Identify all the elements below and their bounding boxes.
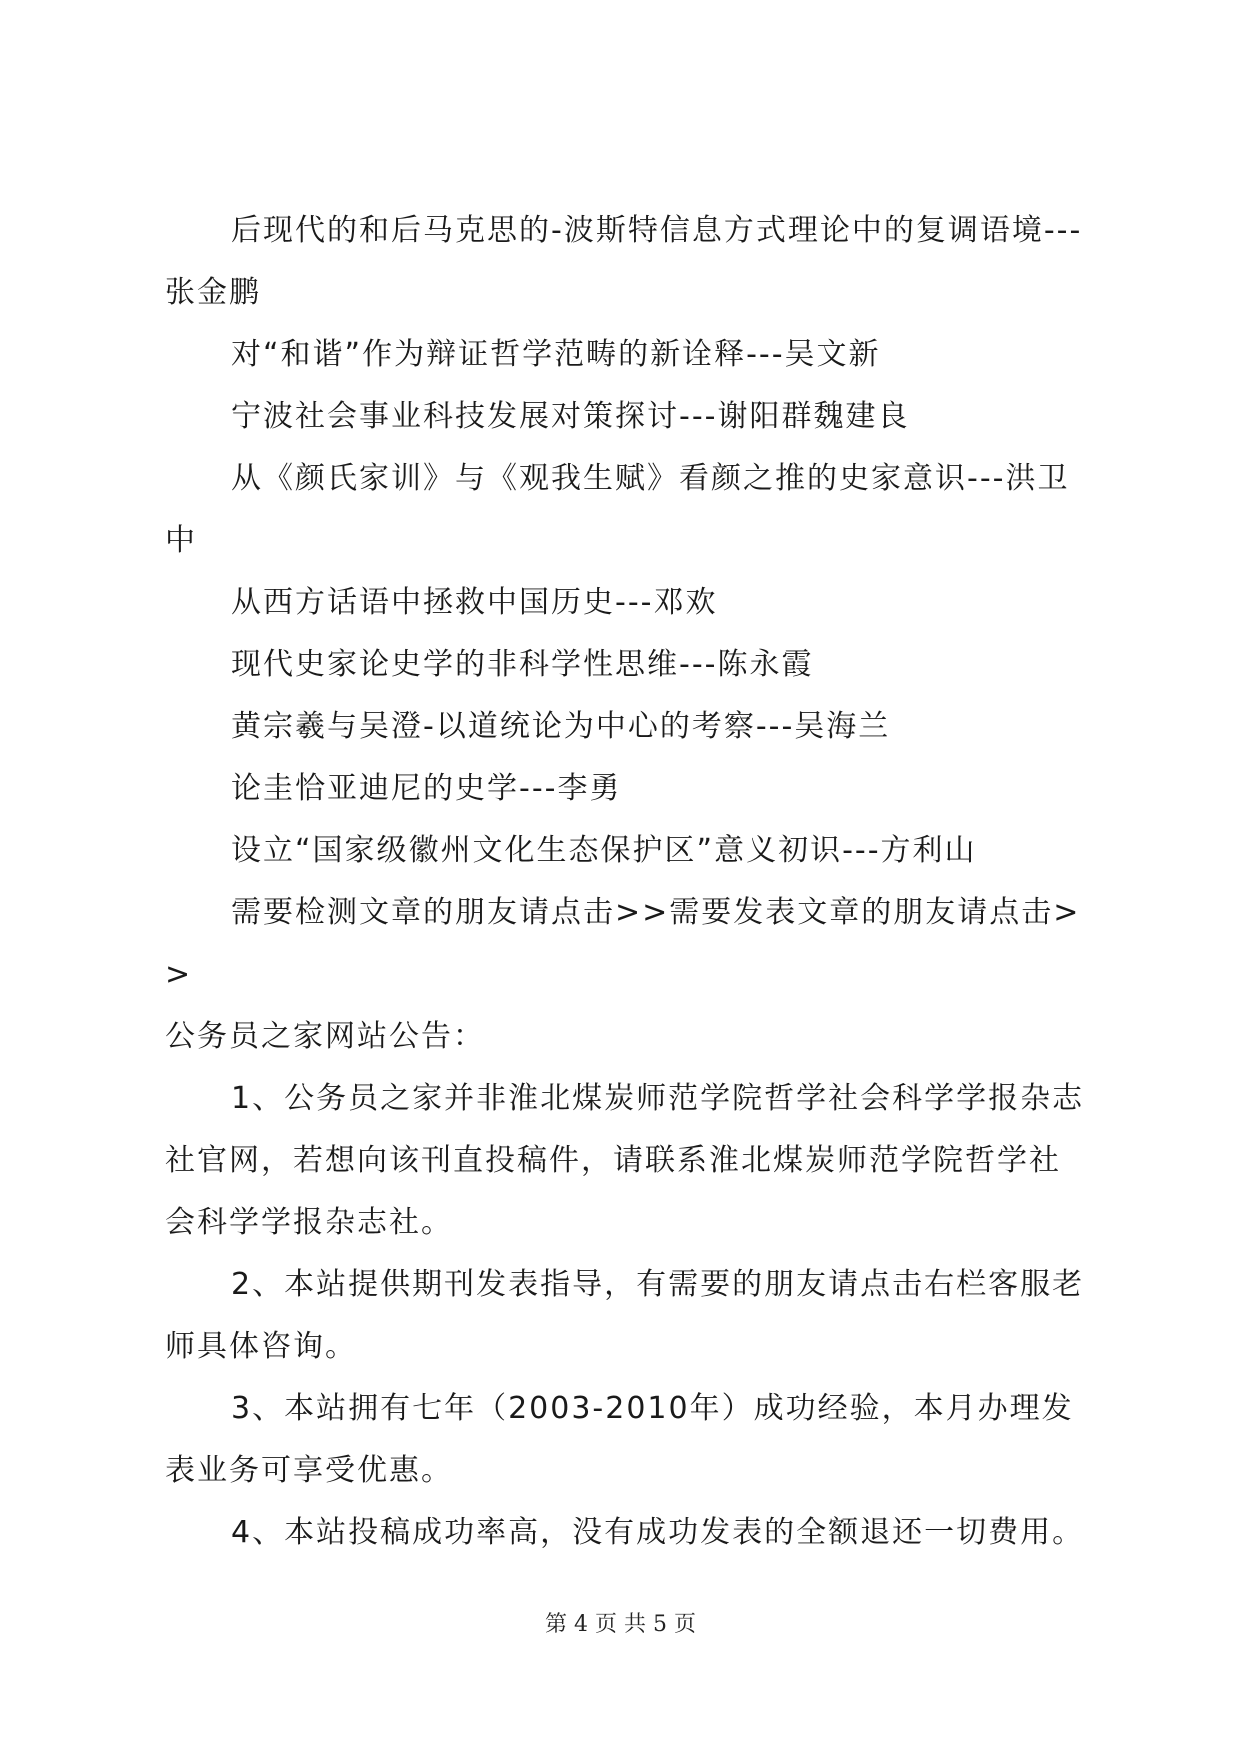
paragraph-article-5: 从西方话语中拯救中国历史---邓欢 (231, 585, 718, 620)
page-number-footer: 第 4 页 共 5 页 (545, 1612, 696, 1637)
paragraph-article-9: 设立“国家级徽州文化生态保护区”意义初识---方利山 (231, 833, 977, 868)
paragraph-click-links: 需要检测文章的朋友请点击>>需要发表文章的朋友请点击>> (165, 895, 1081, 992)
notice-item-1: 1、公务员之家并非淮北煤炭师范学院哲学社会科学学报杂志社官网，若想向该刊直投稿件，请联系淮北煤炭师范学院哲学社会科学学报杂志社。 (165, 1081, 1085, 1240)
paragraph-article-2: 对“和谐”作为辩证哲学范畴的新诠释---吴文新 (231, 337, 881, 372)
paragraph-article-6: 现代史家论史学的非科学性思维---陈永霞 (231, 647, 814, 682)
notice-item-4: 4、本站投稿成功率高，没有成功发表的全额退还一切费用。 (231, 1515, 1085, 1550)
paragraph-article-8: 论圭恰亚迪尼的史学---李勇 (231, 771, 622, 806)
notice-heading: 公务员之家网站公告： (165, 1019, 485, 1054)
paragraph-article-4: 从《颜氏家训》与《观我生赋》看颜之推的史家意识---洪卫中 (165, 461, 1070, 558)
paragraph-article-7: 黄宗羲与吴澄-以道统论为中心的考察---吴海兰 (231, 709, 891, 744)
notice-item-3: 3、本站拥有七年（2003-2010年）成功经验，本月办理发表业务可享受优惠。 (165, 1391, 1074, 1488)
document-body (165, 200, 1087, 1564)
notice-item-2: 2、本站提供期刊发表指导，有需要的朋友请点击右栏客服老师具体咨询。 (165, 1267, 1085, 1364)
paragraph-article-3: 宁波社会事业科技发展对策探讨---谢阳群魏建良 (231, 399, 910, 434)
paragraph-article-1: 后现代的和后马克思的-波斯特信息方式理论中的复调语境---张金鹏 (165, 213, 1083, 310)
